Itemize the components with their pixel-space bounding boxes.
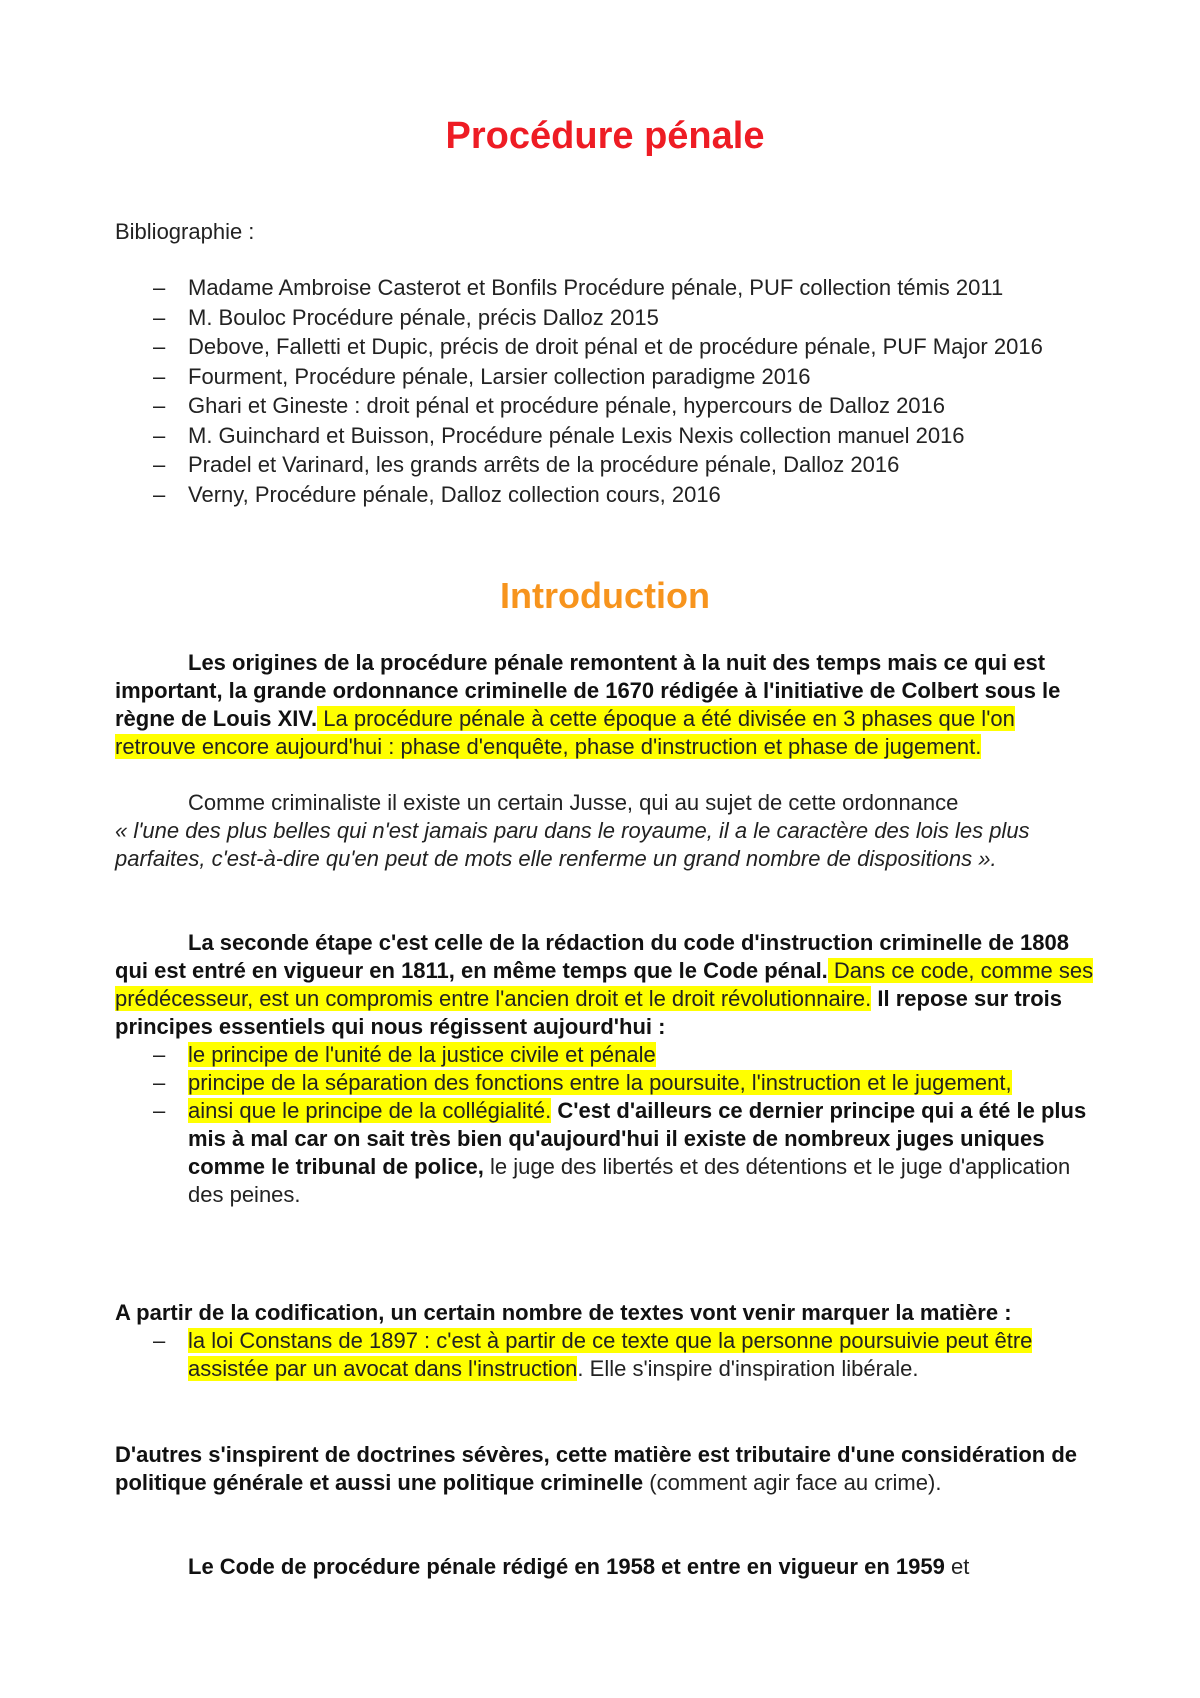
dash-bullet: – <box>153 1098 166 1123</box>
list-item: – M. Guinchard et Buisson, Procédure pénale Lexis Nexis collection manuel 2016 <box>115 421 1095 451</box>
bold-text: Le Code de procédure pénale rédigé en 1958 et entre en vigueur en 1959 <box>188 1554 945 1579</box>
intro-paragraph-1 <box>115 649 1100 761</box>
list-item: – M. Bouloc Procédure pénale, précis Dalloz 2015 <box>115 303 1095 333</box>
highlighted-text: La procédure pénale à cette époque a été divisée en 3 phases que l'on retrouve encore aujourd'hui : phase d'enquête, phase d'instruction et phase de jugement. <box>115 706 1015 759</box>
intro-paragraph-2 <box>115 789 1100 873</box>
quote-text: « l'une des plus belles qui n'est jamais paru dans le royaume, il a le caractère des lois les plus parfaites, c'est-à-dire qu'en peut de mots elle renferme un grand nombre de dispositions ». <box>115 818 1030 871</box>
list-item: – principe de la séparation des fonctions entre la poursuite, l'instruction et le jugement, <box>153 1070 1012 1095</box>
intro-paragraph-4 <box>115 1299 1100 1383</box>
list-item: – Pradel et Varinard, les grands arrêts de la procédure pénale, Dalloz 2016 <box>115 450 1095 480</box>
intro-paragraph-3 <box>115 929 1100 1209</box>
list-item: – Debove, Falletti et Dupic, précis de droit pénal et de procédure pénale, PUF Major 2016 <box>115 332 1095 362</box>
bold-text: D'autres s'inspirent de doctrines sévères, cette matière est tributaire d'une considération de politique générale et aussi une politique criminelle <box>115 1442 1078 1495</box>
paragraph-text: et <box>944 1554 970 1579</box>
dash-bullet: – <box>153 452 166 477</box>
dash-bullet: – <box>153 275 166 300</box>
dash-bullet: – <box>153 304 166 330</box>
list-item: – Fourment, Procédure pénale, Larsier collection paradigme 2016 <box>115 362 1095 392</box>
section-heading-introduction: Introduction <box>500 575 710 616</box>
dash-bullet: – <box>153 1042 166 1067</box>
principles-list <box>115 1041 1100 1209</box>
intro-paragraph-6 <box>115 1553 1100 1581</box>
dash-bullet: – <box>153 1328 166 1353</box>
dash-bullet: – <box>153 481 166 507</box>
paragraph-text: (comment agir face au crime). <box>643 1470 942 1495</box>
paragraph-text: Comme criminaliste il existe un certain Jusse, qui au sujet de cette ordonnance <box>188 790 959 815</box>
list-item: – la loi Constans de 1897 : c'est à partir de ce texte que la personne poursuivie peut être assistée par un avocat dans l'instruction. Elle s'inspire d'inspiration libérale. <box>153 1328 1033 1381</box>
dash-bullet: – <box>153 1070 166 1095</box>
bibliography-label: Bibliographie : <box>115 219 255 244</box>
dash-bullet: – <box>153 363 166 389</box>
list-item: – le principe de l'unité de la justice civile et pénale <box>153 1042 656 1067</box>
dash-bullet: – <box>153 393 166 418</box>
intro-paragraph-5 <box>115 1441 1100 1497</box>
bold-text: La seconde étape c'est celle de la rédaction du code d'instruction criminelle de 1808 qui est entré en vigueur en 1811, en même temps que le Code pénal. <box>115 930 1069 983</box>
bold-text: A partir de la codification, un certain nombre de textes vont venir marquer la matière : <box>115 1300 1012 1325</box>
dash-bullet: – <box>153 422 166 448</box>
list-item: – Verny, Procédure pénale, Dalloz collection cours, 2016 <box>115 480 1095 510</box>
bibliography-list <box>115 273 1095 509</box>
list-item: – Ghari et Gineste : droit pénal et procédure pénale, hypercours de Dalloz 2016 <box>115 391 1095 421</box>
page-title: Procédure pénale <box>445 115 765 157</box>
bold-text: Les origines de la procédure pénale remontent à la nuit des temps mais ce qui est important, la grande ordonnance criminelle de 1670 rédigée à l'initiative de Colbert sous le règne de Louis XIV. <box>115 650 1061 731</box>
list-item: – ainsi que le principe de la collégialité. C'est d'ailleurs ce dernier principe qui a été le plus mis à mal car on sait très bien qu'aujourd'hui il existe de nombreux juges uniques comme le tribunal de police, le juge des libertés et des détentions et le juge d'application des peines. <box>153 1098 1087 1207</box>
texts-list <box>115 1327 1100 1383</box>
highlighted-text: Dans ce code, comme ses prédécesseur, est un compromis entre l'ancien droit et le droit révolutionnaire. <box>115 958 1094 1011</box>
bold-text: Il repose sur trois principes essentiels qui nous régissent aujourd'hui : <box>115 986 1062 1039</box>
dash-bullet: – <box>153 334 166 359</box>
list-item: – Madame Ambroise Casterot et Bonfils Procédure pénale, PUF collection témis 2011 <box>115 273 1095 303</box>
